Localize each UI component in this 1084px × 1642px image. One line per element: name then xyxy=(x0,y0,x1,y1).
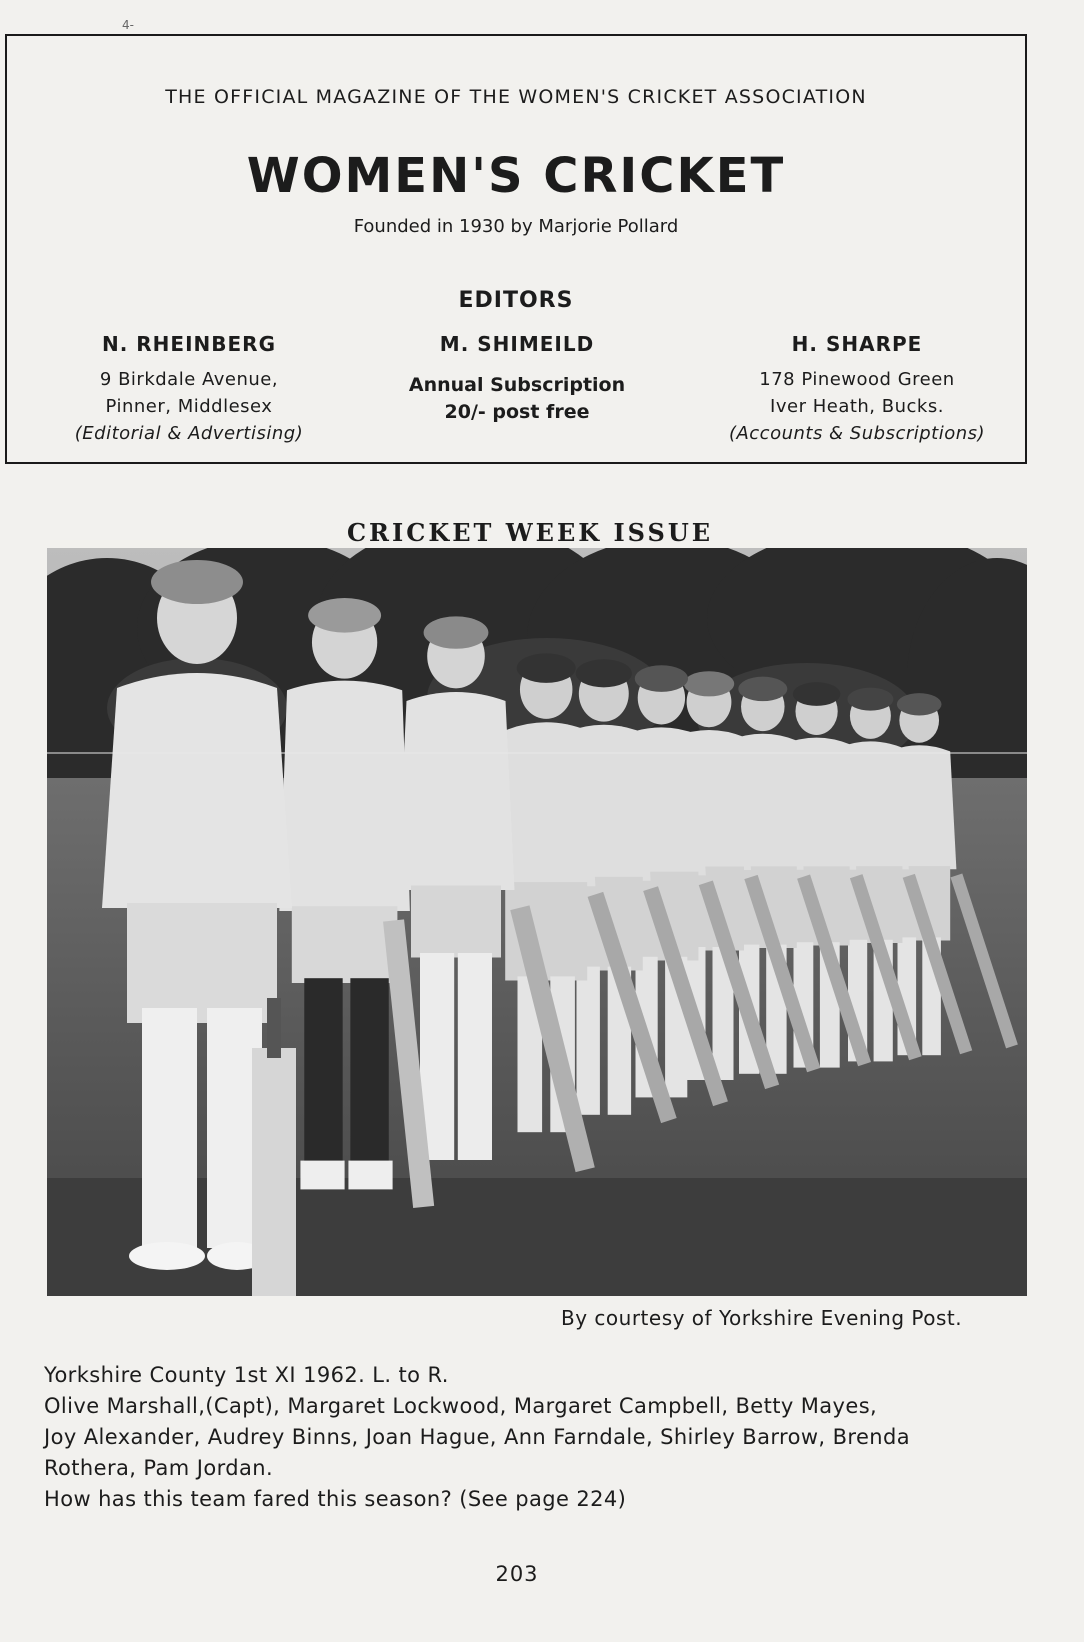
editor-name: N. RHEINBERG xyxy=(101,332,276,356)
caption-line: Rothera, Pam Jordan. xyxy=(44,1456,274,1480)
masthead xyxy=(5,34,1027,464)
issue-title: CRICKET WEEK ISSUE xyxy=(346,518,714,547)
team-photo xyxy=(47,548,1027,1296)
editor-name: H. SHARPE xyxy=(791,332,923,356)
corner-mark: 4- xyxy=(122,18,134,32)
editor-role: (Accounts & Subscriptions) xyxy=(728,423,986,444)
photo-credit: By courtesy of Yorkshire Evening Post. xyxy=(561,1306,963,1330)
editor-address-line: 178 Pinewood Green xyxy=(759,369,955,390)
editor-middle xyxy=(367,332,667,426)
caption-line: Olive Marshall,(Capt), Margaret Lockwood, Margaret Campbell, Betty Mayes, xyxy=(44,1394,878,1418)
caption-line: Joy Alexander, Audrey Binns, Joan Hague, Ann Farndale, Shirley Barrow, Brenda xyxy=(44,1425,910,1449)
editor-role: (Editorial & Advertising) xyxy=(74,423,304,444)
caption-line: How has this team fared this season? (See page 224) xyxy=(44,1487,627,1511)
founded-line: Founded in 1930 by Marjorie Pollard xyxy=(353,216,679,237)
editors-heading: EDITORS xyxy=(458,288,574,313)
editor-address-line: 9 Birkdale Avenue, xyxy=(99,369,279,390)
editor-right xyxy=(707,332,1007,447)
magazine-title: WOMEN'S CRICKET xyxy=(246,148,786,204)
subscription-label: Annual Subscription xyxy=(408,374,626,396)
editor-left xyxy=(39,332,339,447)
editor-address-line: Iver Heath, Bucks. xyxy=(770,396,944,417)
editor-name: M. SHIMEILD xyxy=(439,332,595,356)
subscription-price: 20/- post free xyxy=(444,401,590,423)
caption-line: Yorkshire County 1st XI 1962. L. to R. xyxy=(44,1363,449,1387)
photo-caption xyxy=(44,1360,1034,1515)
magazine-tagline: THE OFFICIAL MAGAZINE OF THE WOMEN'S CRICKET ASSOCIATION xyxy=(165,86,867,108)
page-number: 203 xyxy=(495,1562,539,1586)
editor-address-line: Pinner, Middlesex xyxy=(105,396,273,417)
